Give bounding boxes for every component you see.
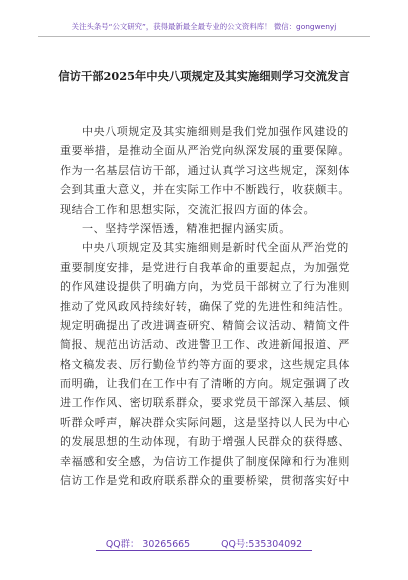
body-line: 简报、规范出访活动、改进警卫工作、改进新闻报道、严 — [60, 338, 350, 352]
footer-qq-number: QQ号:535304092 — [221, 539, 303, 550]
body-line: 信访工作是党和政府联系群众的重要桥梁，贯彻落实好中 — [60, 474, 350, 488]
body-line: 的作风建设提供了明确方向，为党员干部树立了行为准则 — [60, 280, 350, 294]
footer-underline — [96, 550, 312, 551]
body-line: 进工作作风、密切联系群众，要求党员干部深入基层、倾 — [60, 396, 350, 410]
body-line: 中央八项规定及其实施细则是新时代全面从严治党的 — [82, 241, 349, 255]
header-note: 关注头条号“公文研究”，获得最新最全最专业的公文资料库！ 微信：gongwenyj — [71, 22, 337, 31]
footer-qq-group: QQ群： 30265665 — [105, 539, 191, 550]
document-title: 信访干部2025年中央八项规定及其实施细则学习交流发言 — [58, 69, 350, 83]
body-line: 会到其重大意义，并在实际工作中不断践行，收获颇丰。 — [60, 183, 350, 197]
body-line: 听群众呼声，解决群众实际问题，这是坚持以人民为中心 — [60, 415, 350, 429]
body-line: 中央八项规定及其实施细则是我们党加强作风建设的 — [82, 125, 349, 138]
header-divider — [38, 36, 370, 37]
body-line: 重要举措，是推动全面从严治党向纵深发展的重要保障。 — [60, 144, 350, 158]
body-line: 幸福感和安全感，为信访工作提供了制度保障和行为准则 — [60, 454, 350, 468]
body-line: 规定明确提出了改进调查研究、精简会议活动、精简文件 — [60, 318, 350, 332]
body-line: 一、坚持学深悟透，精准把握内涵实质。 — [82, 221, 291, 235]
body-line: 重要制度安排，是党进行自我革命的重要起点，为加强党 — [60, 260, 350, 274]
body-line: 格文稿发表、厉行勤俭节约等方面的要求，这些规定具体 — [60, 357, 350, 371]
body-line: 推动了党风政风持续好转，确保了党的先进性和纯洁性。 — [60, 299, 350, 313]
body-line: 而明确，让我们在工作中有了清晰的方向。规定强调了改 — [60, 377, 350, 391]
body-line: 现结合工作和思想实际，交流汇报四方面的体会。 — [60, 202, 316, 216]
body-line: 作为一名基层信访干部，通过认真学习这些规定，深刻体 — [60, 163, 350, 177]
footer-contact — [0, 536, 408, 550]
body-line: 的发展思想的生动体现，有助于增强人民群众的获得感、 — [60, 435, 350, 449]
document-body — [60, 122, 348, 490]
